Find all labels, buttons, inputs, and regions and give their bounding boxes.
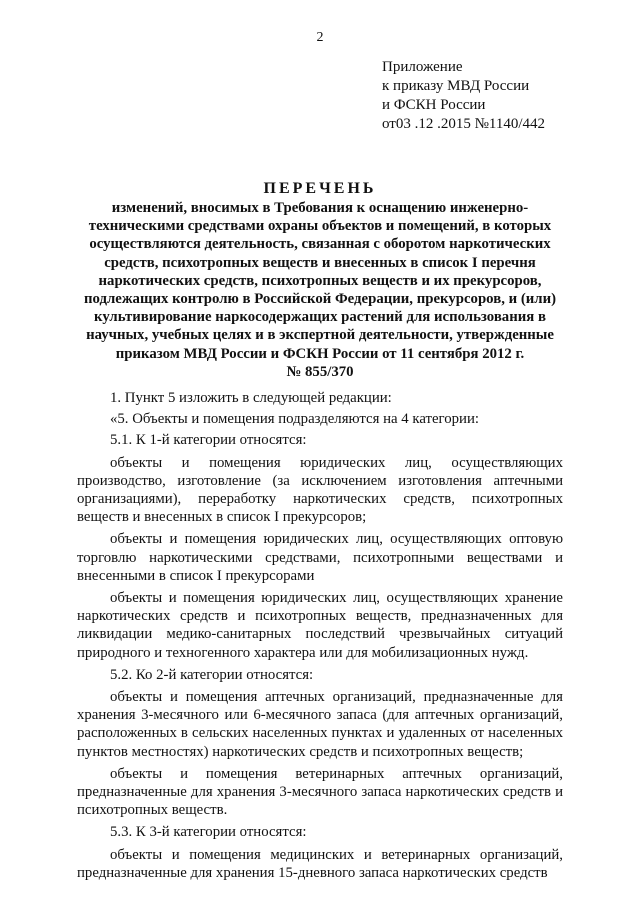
subtitle-line: подлежащих контролю в Российской Федерации, прекурсоров, и (или) — [83, 291, 557, 308]
appendix-line: к приказу МВД России — [382, 78, 530, 94]
subtitle-line: № 855/370 — [286, 363, 354, 380]
paragraph: объекты и помещения медицинских и ветеринарных организаций, предназначенные для хранения 15-дневного запаса наркотических средств — [77, 846, 563, 881]
subtitle-line: осуществляются деятельность, связанная с оборотом наркотических — [89, 236, 551, 253]
document-title: ПЕРЕЧЕНЬ — [263, 180, 377, 197]
paragraph: «5. Объекты и помещения подразделяются на 4 категории: — [110, 411, 479, 428]
paragraph: объекты и помещения ветеринарных аптечных организаций, предназначенные для хранения 3-месячного запаса наркотических средств и психотропных веществ. — [77, 765, 563, 819]
appendix-line: Приложение — [382, 59, 463, 75]
subtitle-line: наркотических средств, психотропных веществ и их прекурсоров, — [98, 272, 542, 289]
paragraph: объекты и помещения юридических лиц, осуществляющих производство, изготовление (за исключением изготовления аптечными организациями), переработку наркотических средств, психотропных веществ и внесенных в список I прекурсоров; — [77, 454, 563, 526]
paragraph: объекты и помещения аптечных организаций, предназначенные для хранения 3-месячного или 6-месячного запаса (для аптечных организаций, расположенных в сельских населенных пунктах и удаленных от населенных пунктов местностях) наркотических средств и психотропных веществ; — [77, 689, 563, 760]
paragraph: 5.3. К 3-й категории относятся: — [110, 824, 307, 841]
subtitle-line: средств, психотропных веществ и внесенных в список I перечня — [104, 254, 536, 271]
subtitle-line: культивирование наркосодержащих растений для использования в — [94, 309, 546, 326]
paragraph: 5.2. Ко 2-й категории относятся: — [110, 666, 314, 683]
subtitle-line: изменений, вносимых в Требования к оснащению инженерно- — [111, 200, 529, 216]
body-text — [77, 389, 563, 886]
title-block — [70, 180, 570, 381]
document-subtitle — [70, 199, 570, 381]
subtitle-line: научных, учебных целях и в экспертной деятельности, утвержденные — [86, 327, 554, 344]
appendix-header — [382, 58, 545, 134]
subtitle-line: техническими средствами охраны объектов и помещений, в которых — [88, 218, 552, 235]
paragraph: объекты и помещения юридических лиц, осуществляющих оптовую торговлю наркотическими средствами, психотропными веществами и внесенными в список I прекурсорами — [77, 531, 563, 584]
appendix-line: от03 .12 .2015 №1140/442 — [382, 116, 546, 132]
paragraph: объекты и помещения юридических лиц, осуществляющих хранение наркотических средств и психотропных веществ, предназначенных для ликвидации медико-санитарных последствий чрезвычайных ситуаций природного и техногенного характера или для мобилизационных нужд. — [77, 590, 563, 661]
page-number: 2 — [316, 30, 324, 45]
subtitle-line: приказом МВД России и ФСКН России от 11 сентября 2012 г. — [115, 345, 525, 362]
paragraph: 1. Пункт 5 изложить в следующей редакции: — [110, 390, 392, 406]
appendix-line: и ФСКН России — [382, 97, 486, 113]
paragraph: 5.1. К 1-й категории относятся: — [110, 432, 307, 449]
